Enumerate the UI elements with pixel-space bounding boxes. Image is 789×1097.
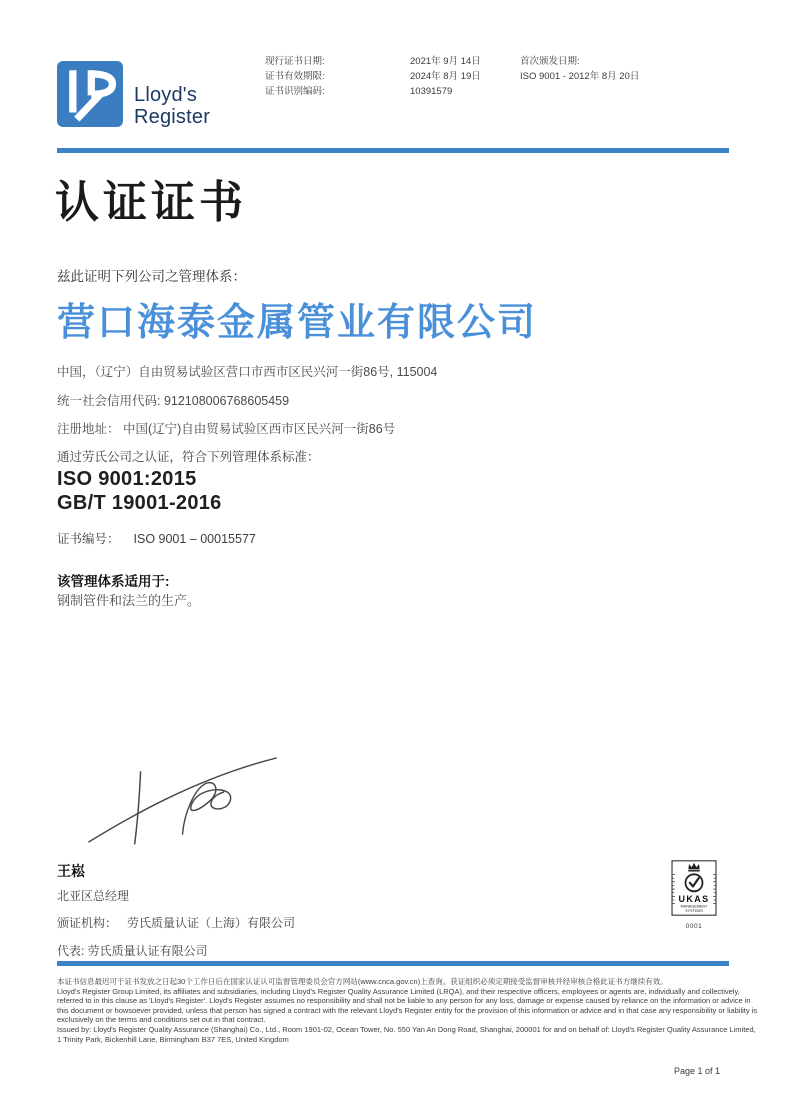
current-cert-date-label: 现行证书日期: [265, 56, 325, 67]
cnca-notice: 本证书信息最迟可于证书发放之日起30个工作日后在国家认证认可监督管理委员会官方网站(www.cnca.gov.cn)上查询。获证组织必须定期接受监督审核并经审核合格此证书方继续有效。 [57, 977, 668, 986]
ukas-accreditation-mark [670, 860, 718, 930]
signatory-role: 北亚区总经理 [57, 889, 130, 903]
standard-iso9001: ISO 9001:2015 [57, 468, 197, 490]
company-name: 营口海泰金属管业有限公司 [57, 299, 538, 344]
cert-id-value: 10391579 [410, 86, 453, 97]
cert-number-line [57, 529, 256, 547]
standard-gbt19001: GB/T 19001-2016 [57, 492, 222, 514]
ukas-label: UKAS [678, 894, 710, 904]
brand-line2: Register [134, 106, 211, 128]
header-values [410, 54, 481, 99]
signature-image [85, 742, 280, 859]
header-labels [265, 54, 325, 99]
signatory-name: 王崧 [57, 863, 85, 879]
lr-logo [57, 61, 123, 127]
bottom-divider [57, 961, 729, 966]
cert-number-label: 证书编号： [57, 532, 120, 546]
company-address: 中国，（辽宁）自由贸易试验区营口市西市区民兴河一街86号, 115004 [57, 365, 438, 379]
scope-text: 钢制管件和法兰的生产。 [57, 593, 201, 608]
disclaimer-text: Lloyd's Register Group Limited, its affiliates and subsidiaries, including Lloyd's Register Quality Assurance Limited (LRQA), and their respective officers, employees or agents are, individually and collectively, referred to in this clause as 'Lloyd's Register'. Lloyd's Register assumes no responsibility and shall not be liable to any person for any loss, damage or expense caused by reliance on the information or advice in this document or howsoever provided, unless that person has signed a contract with the relevant Lloyd's Register entity for the provision of this information or advice and in that case any responsibility or liability is exclusively on the terms and conditions set out in that contract. [57, 986, 758, 1025]
top-divider [57, 148, 729, 153]
ukas-logo-icon [671, 860, 717, 916]
brand-line1: Lloyd's [134, 84, 198, 106]
first-issue-block [520, 54, 639, 84]
issuing-body-line [57, 914, 295, 931]
lr-monogram-icon [57, 61, 123, 127]
approval-statement: 通过劳氏公司之认证，符合下列管理体系标准： [57, 450, 320, 464]
issuing-body-label: 颁证机构： [57, 916, 118, 930]
lr-r-leg [77, 94, 101, 119]
ukas-sub2: SYSTEMS [685, 909, 703, 914]
credit-code-line: 统一社会信用代码: 912108006768605459 [57, 394, 290, 408]
ukas-sub1: MANAGEMENT [680, 904, 708, 909]
ukas-number: 0001 [685, 923, 703, 930]
registered-address-line: 注册地址： 中国(辽宁)自由贸易试验区西市区民兴河一街86号 [57, 422, 396, 436]
cert-expiry-label: 证书有效期限: [265, 71, 325, 82]
current-cert-date-value: 2021年 9月 14日 [410, 56, 481, 67]
signature-icon [85, 742, 280, 854]
cert-expiry-value: 2024年 8月 19日 [410, 71, 481, 82]
page-title: 认证证书 [55, 177, 247, 228]
first-issue-label: 首次颁发日期: [520, 56, 580, 67]
issued-by-text: Issued by: Lloyd's Register Quality Assurance (Shanghai) Co., Ltd., Room 1901-02, Ocean Tower, No. 550 Yan An Dong Road, Shanghai, 200001 for and on behalf of: Lloyd's Register Quality Assurance Limited, 1 Trinity Park, Bickenhill Lane, Birmingham B37 7ES, United Kingdom [57, 1024, 756, 1044]
issuing-body-value: 劳氏质量认证（上海）有限公司 [127, 916, 296, 930]
fine-print [57, 977, 759, 1044]
scope-heading: 该管理体系适用于: [57, 574, 170, 589]
cert-number-value: ISO 9001 – 00015577 [133, 532, 256, 546]
page-number: Page 1 of 1 [673, 1066, 720, 1076]
intro-line: 兹此证明下列公司之管理体系： [57, 269, 246, 285]
cert-id-label: 证书识别编码: [265, 86, 325, 97]
first-issue-value: ISO 9001 - 2012年 8月 20日 [520, 71, 640, 82]
brand-name [134, 84, 210, 128]
representative-line: 代表: 劳氏质量认证有限公司 [57, 944, 208, 958]
